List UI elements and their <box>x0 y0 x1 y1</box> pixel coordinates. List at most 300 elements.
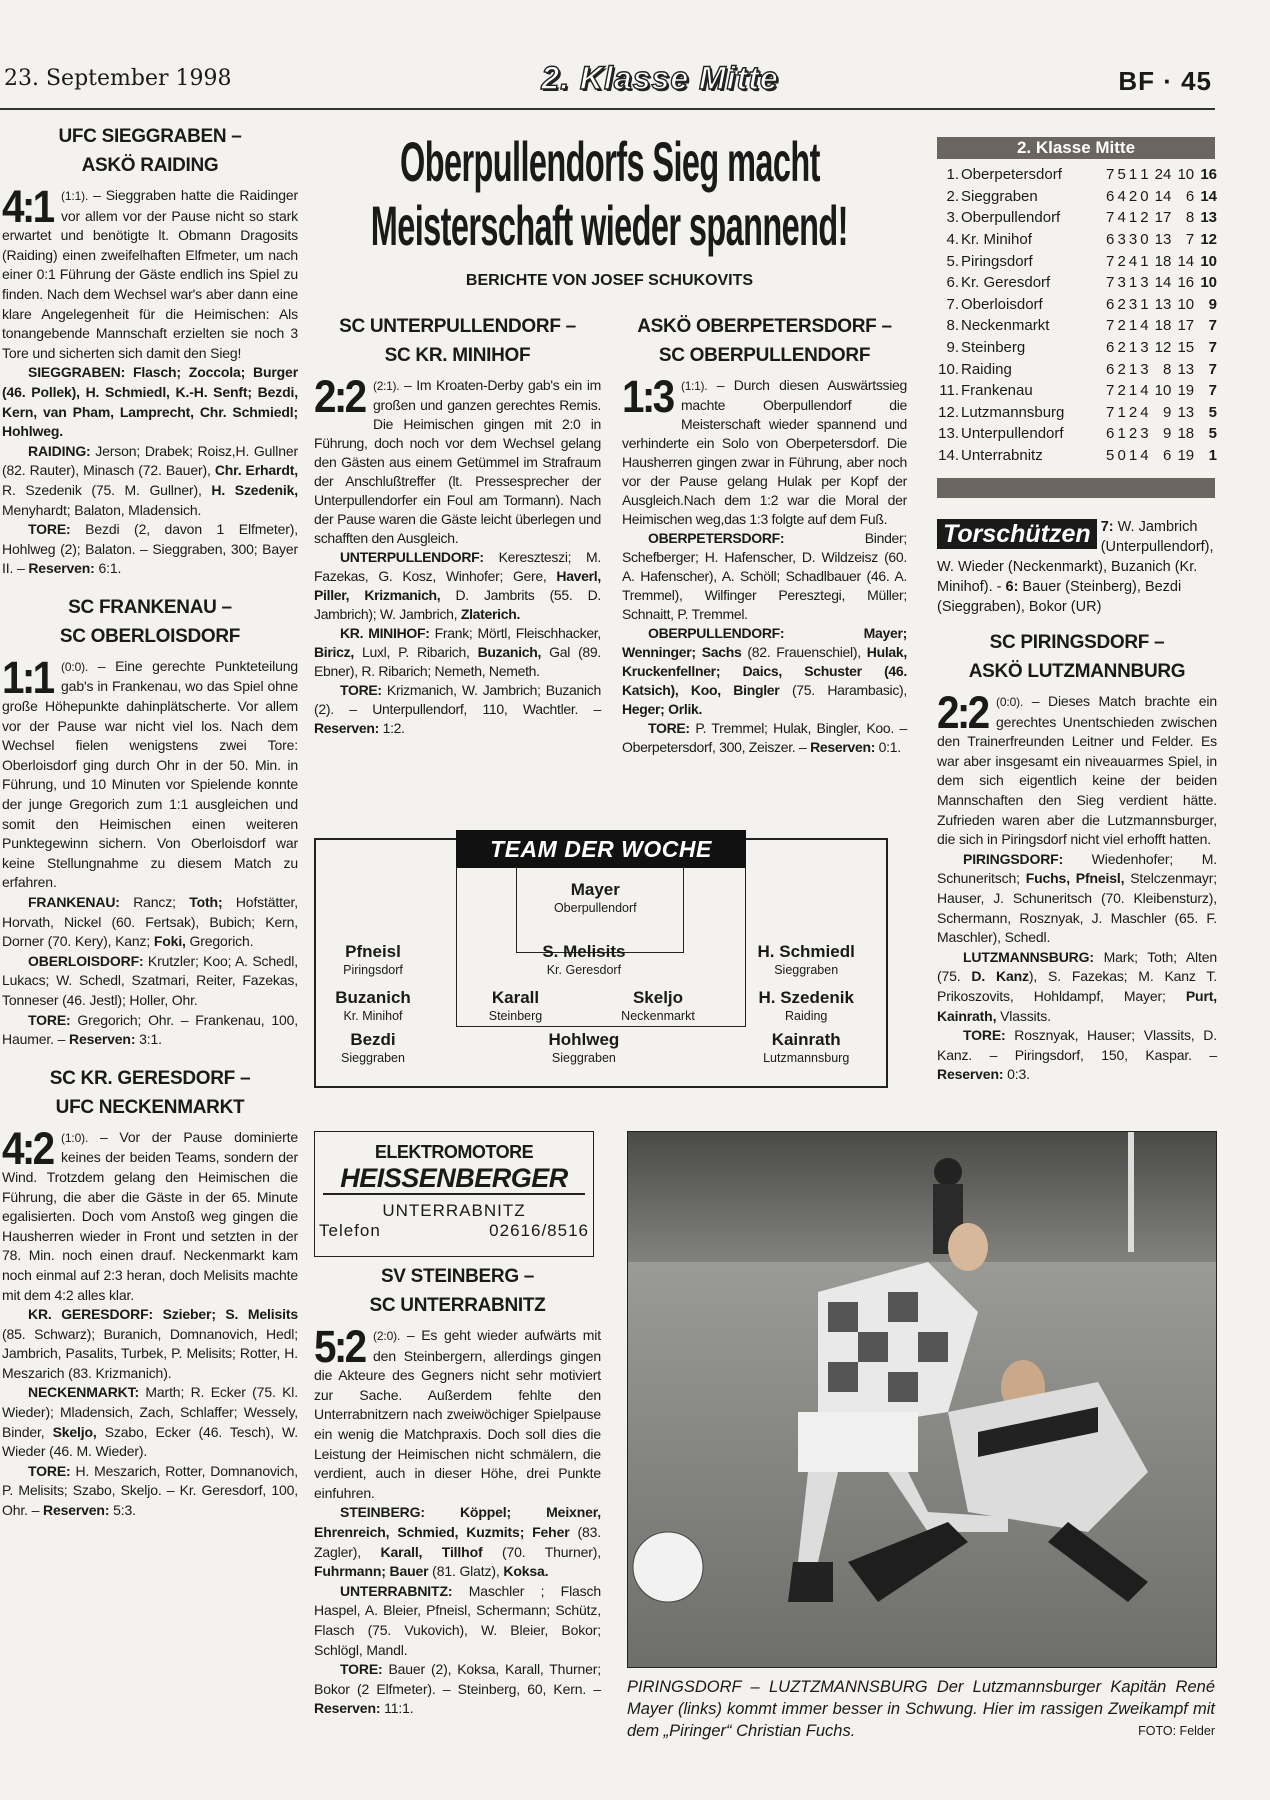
standings-points: 7 <box>1208 360 1217 378</box>
bold-text: Heger; Orlik. <box>622 701 703 717</box>
player <box>621 988 695 1024</box>
text: (75. Harambasic), <box>779 682 908 698</box>
standings-drawn: 1 <box>1128 274 1138 292</box>
final-score: 1:1 <box>2 651 53 703</box>
standings-rank: 14. <box>938 447 959 465</box>
bold-text: Buzanich, <box>477 644 542 660</box>
final-score: 2:2 <box>937 687 988 738</box>
lineup-paragraph <box>2 1011 298 1050</box>
player-name: Buzanich <box>335 988 411 1007</box>
text: Gregorich; Ohr. – Frankenau, 100, Haumer. – <box>2 1011 298 1048</box>
bold-text: OBERPULLENDORF: Mayer; Wenninger; Sachs <box>622 625 907 660</box>
team-of-the-week-title: TEAM DER WOCHE <box>456 830 746 868</box>
steinberg-column <box>314 1262 601 1719</box>
bold-text: Chr. Erhardt, <box>214 462 299 479</box>
lineup-paragraph <box>314 1503 601 1581</box>
standings-drawn: 1 <box>1128 166 1138 184</box>
standings-lost: 1 <box>1140 252 1149 270</box>
lineup-paragraph <box>622 529 907 624</box>
bold-text: TORE: <box>340 682 382 698</box>
article-title-line: ASKÖ LUTZMANNBURG <box>968 661 1186 682</box>
article-title-line: ASKÖ OBERPETERSDORF – <box>637 316 892 337</box>
standings-drawn: 2 <box>1128 187 1138 205</box>
standings-played: 7 <box>1106 317 1115 335</box>
text: Hofstätter, Horvath, Nickel (60. Fertsak), Bubich; Kern, Dorner (70. Kery), Kanz; <box>2 894 299 950</box>
article-lead <box>2 651 298 893</box>
text: Rosznyak, Hauser; Vlassits, D. Kanz. – Piringsdorf, 150, Kaspar. – <box>937 1027 1217 1063</box>
final-score: 2:2 <box>314 371 365 422</box>
bold-text: KR. GERESDORF: Szieber; S. Melisits <box>28 1306 298 1323</box>
standings-lost: 1 <box>1140 295 1149 313</box>
bold-text: LUTZMANNSBURG: <box>963 948 1094 965</box>
standings-goals-for: 10 <box>1154 382 1172 400</box>
standings-goals-against: 19 <box>1177 382 1195 400</box>
player <box>758 988 853 1024</box>
text: Gal (89. Ebner), R. Ribarich; Nemeth, Nemeth. <box>314 644 601 679</box>
standings-won: 3 <box>1117 231 1126 249</box>
article-body: – Es geht wieder aufwärts mit den Steinbergern, allerdings gingen die Akteure des Gegners nicht sehr motiviert zur Sache. Außerdem fehlte den Unterrabnitzern nach zweiwöchiger Spielpause ein wenig die Matchpraxis. Doch soll dies die Leistung der Heimischen nicht schmälern, die verdient, auch in dieser Höhe, drei Punkte einfuhren. <box>314 1327 601 1501</box>
lineup-paragraph <box>937 1026 1217 1085</box>
standings-lost: 4 <box>1140 382 1149 400</box>
standings-goals-for: 9 <box>1163 425 1172 443</box>
player-name: Hohlweg <box>548 1030 620 1049</box>
standings-goals-for: 12 <box>1154 339 1172 357</box>
standings-points: 5 <box>1208 403 1217 421</box>
final-score: 1:3 <box>622 371 673 422</box>
player-club: Piringsdorf <box>343 963 403 977</box>
bold-text: NECKENMARKT: <box>28 1384 139 1401</box>
article-title <box>2 122 298 180</box>
player <box>542 942 625 978</box>
standings-played: 7 <box>1106 252 1115 270</box>
player-name: H. Schmiedl <box>757 942 855 961</box>
player-club: Kr. Geresdorf <box>546 963 622 977</box>
text: (83. Zagler), <box>314 1523 601 1560</box>
ad-brand: HEISSENBERGER <box>323 1163 585 1195</box>
article-lead <box>314 1321 601 1503</box>
player-name: H. Szedenik <box>758 988 854 1007</box>
player-club: Lutzmannsburg <box>763 1051 850 1065</box>
player-name: S. Melisits <box>542 942 626 961</box>
text: Mark; Toth; Alten (75. <box>937 948 1217 985</box>
article-title <box>937 628 1217 686</box>
standings-team: Unterrabnitz <box>961 447 1043 465</box>
lineup-paragraph <box>937 948 1217 1026</box>
standings-won: 1 <box>1117 425 1126 443</box>
lineup-paragraph <box>2 442 298 520</box>
standings-rank: 3. <box>946 209 959 227</box>
article-body: – Dieses Match brachte ein gerechtes Unentschieden zwischen den Trainerfreunden Leitner und Felder. Es war aber insgesamt ein niveauarmes Spiel, in dem sich eigentlich keine der beiden Mannschaften den Sieg verdient hätte. Zufrieden waren aber die Lutzmannsburger, die sich in Piringsdorf nicht viel erhofft hatten. <box>937 693 1217 848</box>
lineup-paragraph <box>2 363 298 441</box>
article-lead <box>2 181 298 363</box>
standings-won: 0 <box>1117 447 1126 465</box>
standings-played: 6 <box>1106 425 1115 443</box>
lineup-paragraph <box>622 719 907 757</box>
standings-points: 12 <box>1200 231 1217 249</box>
top-scorers <box>937 517 1217 617</box>
ad-phone: 02616/8516 <box>489 1221 589 1240</box>
standings-row <box>937 229 1217 251</box>
article-title <box>314 312 601 370</box>
text: D. Jambrits (55. D. Jambrich); W. Jambrich, <box>314 587 601 622</box>
byline: BERICHTE VON JOSEF SCHUKOVITS <box>465 272 754 289</box>
text: Kereszteszi; M. Fazekas, G. Kosz, Winhofer; Gere, <box>314 549 601 584</box>
text: Stelczenmayr; Hauser, J. Schuneritsch (70. Kleibensturz), Schermann, Rosznyak, J. Maschler (65. F. Maschler), Schedl. <box>937 870 1217 946</box>
standings-points: 14 <box>1200 187 1217 205</box>
text: Jerson; Drabek; Roisz,H. Gullner (82. Rauter), Minasch (72. Bauer), <box>2 442 298 479</box>
advertisement <box>314 1131 594 1257</box>
article-title-line: SC UNTERRABNITZ <box>369 1295 546 1316</box>
text: R. Szedenik (75. M. Gullner), <box>2 481 212 498</box>
halftime-score: (1:1). <box>681 379 708 393</box>
standings-row <box>937 315 1217 337</box>
text: Vlassits. <box>996 1007 1051 1024</box>
right-column <box>937 628 1217 1085</box>
player-club: Kr. Minihof <box>343 1009 403 1023</box>
left-column <box>2 122 298 1521</box>
standings-drawn: 2 <box>1128 425 1138 443</box>
standings-row <box>937 186 1217 208</box>
standings-goals-for: 17 <box>1154 209 1172 227</box>
article-body: – Sieggraben hatte die Raidinger vor allem vor der Pause nicht so stark erwartet und benötigte lt. Obmann Dragosits (Raiding) einen zweifelhaften Elfmeter, um nach einer 0:1 Führung der Gäste endlich ins Spiel zu finden. Nach dem Wechsel war's aber dann eine klare Angelegenheit für die Heimischen: Als tonangebende Mannschaft erzielten sie noch 3 Tore und sicherten sich damit den Sieg! <box>2 187 298 361</box>
text: H. Meszarich, Rotter, Domnanovich, P. Melisits; Szabo, Skeljo. – Kr. Geresdorf, 100, Ohr. – <box>2 1462 298 1519</box>
standings-goals-against: 10 <box>1177 166 1195 184</box>
player-name: Skeljo <box>632 988 684 1007</box>
final-score: 5:2 <box>314 1321 365 1372</box>
bold-text: STEINBERG: Köppel; Meixner, Ehrenreich, Schmied, Kuzmits; Feher <box>314 1504 601 1540</box>
article-title <box>314 1262 601 1320</box>
bold-text: TORE: <box>340 1661 383 1678</box>
article-geresdorf-neckenmarkt <box>2 1064 298 1521</box>
standings-lost: 3 <box>1140 339 1149 357</box>
text: Luxl, P. Ribarich, <box>353 644 478 660</box>
standings-points: 9 <box>1208 295 1217 313</box>
text: Gregorich. <box>185 933 254 950</box>
standings-drawn: 1 <box>1128 382 1138 400</box>
page-number: BF · 45 <box>1118 66 1212 96</box>
text: Krizmanich, W. Jambrich; Buzanich (2). – Unterpullendorf, 110, Wachtler. – <box>314 682 601 717</box>
ad-phone-row <box>315 1221 593 1241</box>
lineup-paragraph <box>2 893 298 952</box>
article-body: – Vor der Pause dominierte keines der beiden Teams, sondern der Wind. Trotzdem gelang den Heimischen die Führung, die aber die Gäste in der 65. Minute egalisierten. Doch vom Anstoß weg gingen die Hausherren wieder in Front und setzten in der 78. Min. noch einen drauf. Neckenmarkt kam noch einmal auf 2:3 heran, doch Melisits machte mit dem 4:2 alles klar. <box>2 1128 298 1303</box>
lineup-paragraph <box>2 1305 298 1383</box>
article-steinberg-unterrabnitz <box>314 1262 601 1719</box>
standings-lost: 4 <box>1140 317 1149 335</box>
standings-team: Lutzmannsburg <box>961 403 1065 421</box>
headline <box>312 130 907 258</box>
standings-title: 2. Klasse Mitte <box>937 137 1215 159</box>
article-title-line: SC FRANKENAU – <box>68 596 232 618</box>
player <box>758 942 855 978</box>
article-title-line: SC OBERPULLENDORF <box>658 345 871 366</box>
bold-text: 6: <box>1005 579 1019 595</box>
standings-lost: 1 <box>1140 166 1149 184</box>
lineup-paragraph <box>314 681 601 738</box>
standings-goals-against: 6 <box>1185 187 1195 205</box>
article-lead <box>2 1122 298 1305</box>
standings-goals-against: 14 <box>1177 252 1195 270</box>
standings-rank: 6. <box>946 274 959 292</box>
text: Binder; Schefberger; H. Hafenscher, D. Wildzeisz (60. A. Hafenscher), A. Schöll; Schadlbauer (46. A. Tremmel), Wilfinger Peresztegi, Müller; Schnaitt, P. Tremmel. <box>622 530 907 622</box>
team-of-the-week <box>314 838 888 1088</box>
text: Maschler ; Flasch Haspel, A. Bleier, Pfneisl, Schermann; Schütz, Flasch (75. Vukovich), W. Bleier, Bokor; Schlögl, Mandl. <box>314 1582 601 1658</box>
text: 6:1. <box>94 560 122 577</box>
standings-goals-for: 18 <box>1154 252 1172 270</box>
ad-phone-label: Telefon <box>319 1221 381 1240</box>
standings-points: 10 <box>1200 274 1217 292</box>
bold-text: Zlaterich. <box>460 606 521 622</box>
article-frankenau-oberloisdorf <box>2 593 298 1050</box>
standings-won: 3 <box>1117 274 1126 292</box>
article-body: – Im Kroaten-Derby gab's ein im großen und ganzen gerechtes Remis. Die Heimischen gingen mit 2:0 in Führung, doch noch vor dem Wechsel gelang den Gästen aus einem Getümmel im Strafraum der Anschlußtreffer (lt. Pressesprecher der Unterpullendorfer ein Foul am Tormann). Nach der Pause waren die Gäste leicht überlegen und schafften den Ausgleich. <box>314 377 601 546</box>
final-score: 4:1 <box>2 181 53 232</box>
player-club: Sieggraben <box>774 963 839 977</box>
photo-football-players <box>628 1132 1216 1667</box>
standings-table <box>937 164 1217 466</box>
bold-text: Reserven: <box>937 1066 1004 1083</box>
player-club: Sieggraben <box>341 1051 405 1065</box>
standings-lost: 2 <box>1140 209 1149 227</box>
text: Wiedenhofer; M. Schuneritsch; <box>937 850 1217 887</box>
standings-points: 7 <box>1208 317 1217 335</box>
article-title-line: SC OBERLOISDORF <box>59 625 241 647</box>
standings-team: Kr. Geresdorf <box>961 274 1051 292</box>
standings-goals-against: 19 <box>1177 447 1195 465</box>
standings-played: 6 <box>1106 231 1115 249</box>
lineup-paragraph <box>314 624 601 681</box>
article-sieggraben-raiding <box>2 122 298 579</box>
bold-text: Foki, <box>153 933 186 950</box>
middle-left-column <box>314 312 601 738</box>
standings-points: 7 <box>1208 382 1217 400</box>
standings-lost: 3 <box>1140 360 1149 378</box>
standings-lost: 0 <box>1140 231 1149 249</box>
article-body: – Eine gerechte Punkteteilung gab's in Frankenau, wo das Spiel ohne große Höhepunkte dahinplätscherte. Vor allem vor der Pause war nicht viel los. Nach dem Wechsel fielen wenigstens zwei Tore: Oberloisdorf ging durch Ohr in der 50. Min. in Führung, und 10 Minuten vor Spielende konnte der junge Gregorich zum 1:1 ausgleichen und somit den Heimischen einen weiteren Punktegewinn sichern. Von Oberloisdorf war keine Stellungnahme zu diesem Match zu erfahren. <box>2 657 298 891</box>
standings-points: 10 <box>1200 252 1217 270</box>
standings-points: 7 <box>1208 339 1217 357</box>
headline-line-1: Oberpullendorfs Sieg macht <box>399 130 820 193</box>
final-score: 4:2 <box>2 1122 53 1174</box>
player <box>548 1030 619 1066</box>
standings-row <box>937 294 1217 316</box>
text: (81. Glatz), <box>428 1563 504 1580</box>
halftime-score: (0:0). <box>996 695 1024 709</box>
standings-rank: 12. <box>938 403 959 421</box>
standings-goals-against: 16 <box>1177 274 1195 292</box>
bold-text: 7: <box>1100 519 1114 535</box>
text: 0:1. <box>875 739 901 755</box>
bold-text: Karall, Tillhof <box>380 1543 483 1560</box>
bold-text: TORE: <box>963 1027 1006 1044</box>
standings-goals-against: 10 <box>1177 295 1195 313</box>
standings-goals-against: 15 <box>1177 339 1195 357</box>
lineup-paragraph <box>2 1462 298 1521</box>
bold-text: Fuhrmann; Bauer <box>314 1563 429 1580</box>
player-name: Mayer <box>570 880 620 899</box>
bold-text: Reserven: <box>42 1502 110 1519</box>
bold-text: TORE: <box>648 720 690 736</box>
standings-won: 5 <box>1117 166 1126 184</box>
standings-team: Frankenau <box>961 382 1033 400</box>
player-name: Kainrath <box>771 1030 841 1049</box>
bold-text: Reserven: <box>28 560 95 577</box>
bold-text: Reserven: <box>314 720 380 736</box>
player-club: Neckenmarkt <box>621 1009 695 1023</box>
article-title-line: SC PIRINGSDORF – <box>989 632 1165 653</box>
bold-text: Skeljo, <box>52 1423 97 1440</box>
top-scorers-label: Torschützen <box>937 519 1097 549</box>
gray-bar <box>937 478 1215 498</box>
bold-text: Reserven: <box>68 1031 136 1048</box>
standings-row <box>937 445 1217 467</box>
standings-row <box>937 423 1217 445</box>
standings-team: Oberloisdorf <box>961 295 1043 313</box>
bold-text: TORE: <box>28 521 71 538</box>
header-rule <box>0 108 1215 110</box>
text: Marth; R. Ecker (75. Kl. Wieder); Mladensich, Zach, Schlaffer; Wessely, Binder, <box>2 1384 298 1440</box>
standings-goals-for: 9 <box>1163 403 1172 421</box>
standings-rank: 13. <box>938 425 959 443</box>
article-lead <box>937 687 1217 850</box>
middle-right-column <box>622 312 907 757</box>
article-title <box>2 1064 298 1122</box>
lineup-paragraph <box>314 548 601 624</box>
section-title: 2. Klasse Mitte <box>541 60 779 96</box>
standings-goals-for: 24 <box>1154 166 1172 184</box>
standings-lost: 4 <box>1140 403 1149 421</box>
standings-rank: 8. <box>946 317 959 335</box>
bold-text: UNTERPULLENDORF: <box>340 549 484 565</box>
standings-lost: 3 <box>1140 274 1149 292</box>
bold-text: Reserven: <box>314 1700 381 1717</box>
halftime-score: (2:1). <box>373 379 400 393</box>
bold-text: PIRINGSDORF: <box>963 850 1064 867</box>
standings-points: 16 <box>1200 166 1217 184</box>
standings-row <box>937 250 1217 272</box>
standings-rank: 2. <box>946 187 959 205</box>
article-lead <box>622 371 907 529</box>
standings-goals-for: 8 <box>1163 360 1172 378</box>
text: 11:1. <box>380 1700 414 1717</box>
article-title-line: SC UNTERPULLENDORF – <box>339 316 576 337</box>
lineup-paragraph <box>2 520 298 579</box>
standings-won: 2 <box>1117 252 1126 270</box>
standings-row <box>937 164 1217 186</box>
bold-text: FRANKENAU: <box>28 894 120 910</box>
standings-goals-against: 8 <box>1185 209 1195 227</box>
bold-text: RAIDING: <box>28 442 91 459</box>
bold-text: SIEGGRABEN: Flasch; Zoccola; Burger (46. Pollek), H. Schmiedl, K.-H. Senft; Bezdi, Kern, van Pham, Lamprecht, Chr. Schmiedl; Hohlweg. <box>2 364 298 440</box>
standings-goals-against: 13 <box>1177 360 1195 378</box>
article-unterpullendorf-minihof <box>314 312 601 738</box>
standings-won: 2 <box>1117 339 1126 357</box>
standings-team: Raiding <box>961 360 1012 378</box>
standings-lost: 0 <box>1140 187 1149 205</box>
bold-text: OBERPETERSDORF: <box>648 530 785 546</box>
bold-text: Hulak, Kruckenfellner; Daics, Schuster (46. Katsich), Koo, Bingler <box>622 644 907 698</box>
standings-drawn: 1 <box>1128 360 1138 378</box>
text: Bauer (2), Koksa, Karall, Thurner; Bokor (2 Elfmeter). – Steinberg, 60, Kern. – <box>314 1661 601 1697</box>
standings-rank: 9. <box>946 339 959 357</box>
standings-played: 6 <box>1106 360 1115 378</box>
article-body: – Durch diesen Auswärtssieg machte Oberpullendorf die Meisterschaft wieder spannend und verhinderte ein Solo von Oberpetersdorf. Die Hausherren gingen zwar in Führung, aber noch vor der Pause gelang Hulak per Kopf der Ausgleich.Nach dem 1:2 war die Moral der Heimischen weg,das 1:3 folgte auf dem Fuß. <box>622 377 907 527</box>
standings-points: 13 <box>1200 209 1217 227</box>
text: Frank; Mörtl, Fleischhacker, <box>429 625 601 641</box>
player <box>343 942 403 978</box>
ad-line-1: ELEKTROMOTORE <box>374 1142 534 1162</box>
standings-goals-against: 18 <box>1177 425 1195 443</box>
issue-date: 23. September 1998 <box>4 66 232 91</box>
text: Menyhardt; Balaton, Mladensich. <box>2 501 202 518</box>
halftime-score: (2:0). <box>373 1329 401 1343</box>
player-name: Pfneisl <box>345 942 401 961</box>
standings-team: Steinberg <box>961 339 1026 357</box>
bold-text: Fuchs, Pfneisl, <box>1025 870 1125 887</box>
bold-text: Toth; <box>189 894 223 910</box>
bold-text: KR. MINIHOF: <box>340 625 430 641</box>
player-club: Raiding <box>784 1009 828 1023</box>
text: (70. Thurner), <box>482 1543 601 1560</box>
player-name: Karall <box>491 988 540 1007</box>
standings-team: Piringsdorf <box>961 252 1033 270</box>
player-club: Oberpullendorf <box>553 901 637 915</box>
standings-points: 5 <box>1208 425 1217 443</box>
bold-text: D. Kanz <box>971 968 1029 985</box>
bold-text: Purt, Kainrath, <box>937 987 1217 1024</box>
lineup-paragraph <box>2 952 298 1011</box>
standings-goals-against: 7 <box>1185 231 1195 249</box>
photo-credit: FOTO: Felder <box>1138 1724 1215 1738</box>
standings-rank: 4. <box>946 231 959 249</box>
text: P. Tremmel; Hulak, Bingler, Koo. – Oberpetersdorf, 300, Zeiszer. – <box>622 720 907 755</box>
standings-row <box>937 358 1217 380</box>
standings-won: 4 <box>1117 187 1126 205</box>
standings-played: 6 <box>1106 339 1115 357</box>
photo-caption-text: PIRINGSDORF – LUZTZMANNSBURG Der Lutzmannsburger Kapitän René Mayer (links) kommt immer besser in Schwung. Hier im rassigen Zweikampf mit dem „Piringer“ Christian Fuchs. <box>627 1678 1215 1740</box>
standings-drawn: 3 <box>1128 295 1138 313</box>
standings-points: 1 <box>1208 447 1217 465</box>
standings-played: 7 <box>1106 274 1115 292</box>
standings-won: 1 <box>1117 403 1126 421</box>
player <box>341 1030 405 1066</box>
standings-rank: 5. <box>946 252 959 270</box>
standings-row <box>937 272 1217 294</box>
standings-played: 7 <box>1106 382 1115 400</box>
text: 5:3. <box>109 1502 136 1519</box>
standings-goals-for: 13 <box>1154 231 1172 249</box>
article-title <box>2 593 298 651</box>
lineup-paragraph <box>2 1383 298 1461</box>
standings-lost: 3 <box>1140 425 1149 443</box>
standings-team: Oberpullendorf <box>961 209 1061 227</box>
standings-played: 7 <box>1106 209 1115 227</box>
player <box>763 1030 849 1066</box>
standings-played: 7 <box>1106 403 1115 421</box>
standings-rank: 7. <box>946 295 959 313</box>
standings-row <box>937 337 1217 359</box>
standings-drawn: 1 <box>1128 209 1138 227</box>
standings-lost: 4 <box>1140 447 1149 465</box>
standings-team: Neckenmarkt <box>961 317 1050 335</box>
standings-won: 2 <box>1117 360 1126 378</box>
text: 1:2. <box>379 720 405 736</box>
ad-town: UNTERRABNITZ <box>382 1201 526 1220</box>
headline-line-2: Meisterschaft wieder spannend! <box>370 194 849 257</box>
article-title-line: ASKÖ RAIDING <box>81 155 219 176</box>
standings-goals-for: 18 <box>1154 317 1172 335</box>
photo-caption <box>627 1676 1215 1742</box>
bold-text: OBERLOISDORF: <box>28 952 144 969</box>
